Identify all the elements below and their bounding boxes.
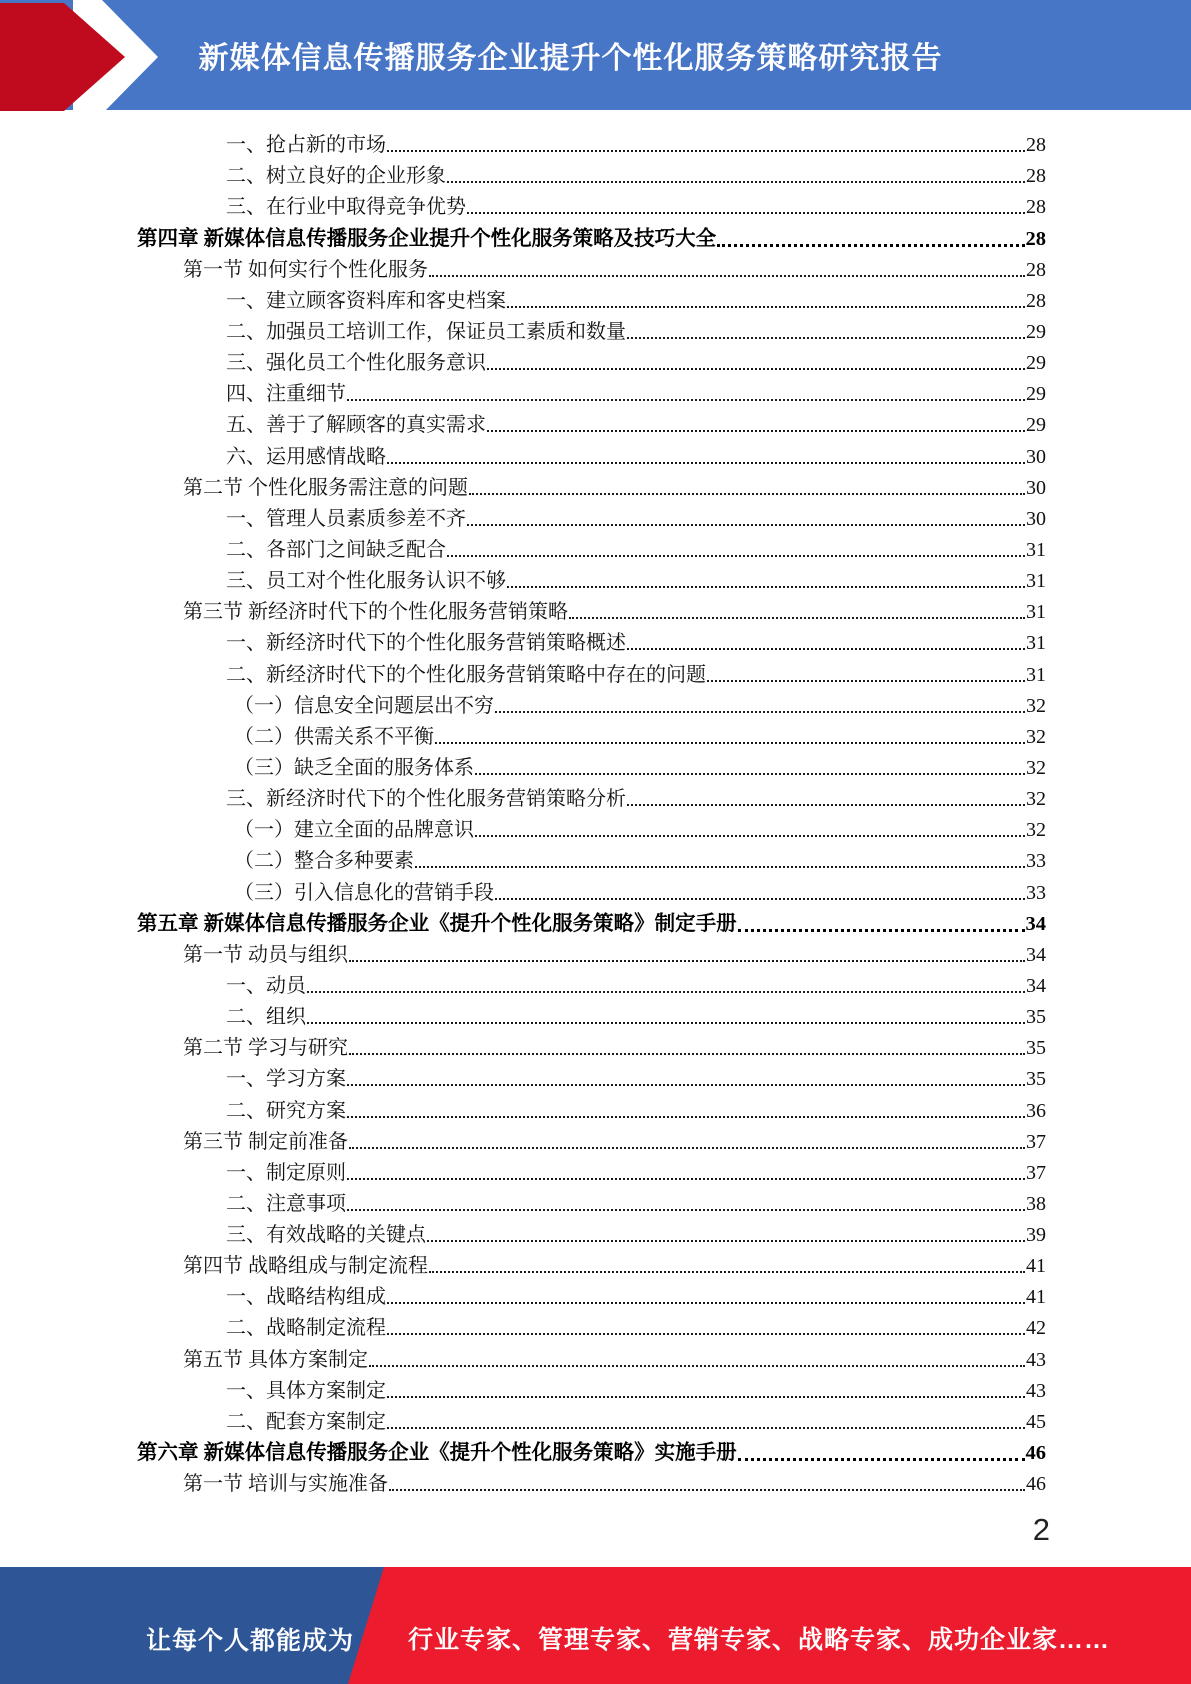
toc-dot-leader (475, 773, 1025, 775)
toc-entry-page-number: 42 (1026, 1317, 1046, 1340)
toc-entry-label: （一）建立全面的品牌意识 (234, 819, 474, 842)
chevron-arrow-icon (0, 0, 170, 114)
toc-dot-leader (429, 1271, 1025, 1273)
toc-entry (137, 1372, 1046, 1403)
toc-entry-label: （三）引入信息化的营销手段 (234, 881, 494, 904)
toc-dot-leader (387, 150, 1025, 152)
toc-entry-page-number: 32 (1026, 694, 1046, 717)
page-number: 2 (1032, 1512, 1050, 1547)
toc-entry-label: 三、在行业中取得竞争优势 (226, 196, 466, 219)
toc-entry-label: 三、有效战略的关键点 (226, 1224, 426, 1247)
toc-entry-label: 一、抢占新的市场 (226, 134, 386, 157)
toc-entry-label: 二、注意事项 (226, 1192, 346, 1215)
toc-entry-page-number: 28 (1026, 258, 1046, 281)
toc-entry-page-number: 34 (1026, 974, 1046, 997)
toc-dot-leader (369, 1365, 1025, 1367)
toc-dot-leader (307, 991, 1025, 993)
toc-entry-page-number: 41 (1026, 1286, 1046, 1309)
toc-dot-leader (495, 711, 1025, 713)
toc-entry (137, 313, 1046, 344)
toc-entry-label: （一）信息安全问题层出不穷 (234, 694, 494, 717)
toc-entry (137, 873, 1046, 904)
toc-entry (137, 1029, 1046, 1060)
toc-dot-leader (447, 181, 1025, 183)
toc-entry (137, 998, 1046, 1029)
toc-dot-leader (467, 524, 1025, 526)
toc-entry-label: 二、组织 (226, 1006, 306, 1029)
toc-dot-leader (347, 1178, 1025, 1180)
toc-entry-page-number: 34 (1026, 943, 1046, 966)
toc-entry-label: 第五章 新媒体信息传播服务企业《提升个性化服务策略》制定手册 (137, 912, 737, 935)
toc-entry-label: 第三节 新经济时代下的个性化服务营销策略 (183, 601, 568, 624)
toc-entry (137, 406, 1046, 437)
toc-entry-page-number: 38 (1026, 1192, 1046, 1215)
toc-entry (137, 469, 1046, 500)
toc-entry-page-number: 30 (1026, 445, 1046, 468)
toc-entry (137, 655, 1046, 686)
toc-dot-leader (507, 586, 1025, 588)
toc-entry-page-number: 32 (1026, 788, 1046, 811)
toc-dot-leader (475, 835, 1025, 837)
toc-dot-leader (387, 1396, 1025, 1398)
toc-dot-leader (349, 1053, 1025, 1055)
toc-dot-leader (487, 430, 1025, 432)
toc-entry-label: 一、新经济时代下的个性化服务营销策略概述 (226, 632, 626, 655)
toc-dot-leader (447, 555, 1025, 557)
toc-entry (137, 905, 1046, 936)
toc-dot-leader (347, 1209, 1025, 1211)
toc-entry-label: 一、学习方案 (226, 1068, 346, 1091)
toc-entry-page-number: 29 (1026, 352, 1046, 375)
toc-entry (137, 1340, 1046, 1371)
toc-entry-page-number: 32 (1026, 725, 1046, 748)
toc-entry-page-number: 30 (1026, 507, 1046, 530)
toc-entry (137, 282, 1046, 313)
toc-entry-label: （三）缺乏全面的服务体系 (234, 756, 474, 779)
toc-entry (137, 1091, 1046, 1122)
toc-entry (137, 780, 1046, 811)
toc-entry-page-number: 31 (1026, 538, 1046, 561)
toc-dot-leader (349, 960, 1025, 962)
toc-entry (137, 624, 1046, 655)
toc-entry (137, 1309, 1046, 1340)
toc-entry-page-number: 28 (1025, 227, 1046, 250)
toc-entry (137, 126, 1046, 157)
toc-entry-label: 六、运用感情战略 (226, 445, 386, 468)
toc-entry (137, 593, 1046, 624)
toc-entry (137, 749, 1046, 780)
toc-dot-leader (627, 804, 1025, 806)
toc-dot-leader (469, 493, 1025, 495)
toc-entry (137, 687, 1046, 718)
toc-entry-label: 四、注重细节 (226, 383, 346, 406)
toc-dot-leader (738, 929, 1025, 932)
toc-entry-page-number: 28 (1026, 165, 1046, 188)
table-of-contents (137, 126, 1046, 1496)
toc-dot-leader (429, 275, 1025, 277)
toc-dot-leader (569, 617, 1025, 619)
toc-entry-page-number: 29 (1026, 383, 1046, 406)
toc-entry-page-number: 35 (1026, 1006, 1046, 1029)
footer-slogan-left: 让每个人都能成为 (146, 1627, 355, 1655)
toc-entry-page-number: 35 (1026, 1037, 1046, 1060)
toc-entry-label: 三、员工对个性化服务认识不够 (226, 570, 506, 593)
toc-entry-page-number: 32 (1026, 819, 1046, 842)
toc-entry-label: 第二节 个性化服务需注意的问题 (183, 476, 468, 499)
toc-entry-label: 二、加强员工培训工作，保证员工素质和数量 (226, 320, 626, 343)
toc-dot-leader (487, 368, 1025, 370)
toc-entry-page-number: 39 (1026, 1224, 1046, 1247)
toc-entry-page-number: 34 (1025, 912, 1046, 935)
toc-entry-page-number: 37 (1026, 1130, 1046, 1153)
header-banner (0, 0, 1191, 110)
toc-entry-label: 一、建立顾客资料库和客史档案 (226, 289, 506, 312)
toc-dot-leader (347, 1084, 1025, 1086)
toc-entry-label: 第一节 动员与组织 (183, 943, 348, 966)
toc-entry-page-number: 35 (1026, 1068, 1046, 1091)
toc-entry-page-number: 45 (1026, 1410, 1046, 1433)
toc-entry-label: 五、善于了解顾客的真实需求 (226, 414, 486, 437)
toc-dot-leader (435, 742, 1025, 744)
toc-entry-page-number: 28 (1026, 289, 1046, 312)
toc-entry (137, 1060, 1046, 1091)
toc-entry-page-number: 28 (1026, 196, 1046, 219)
toc-entry-label: 一、战略结构组成 (226, 1286, 386, 1309)
toc-entry-page-number: 37 (1026, 1161, 1046, 1184)
toc-entry (137, 1403, 1046, 1434)
toc-entry-page-number: 33 (1026, 850, 1046, 873)
toc-entry-label: 二、新经济时代下的个性化服务营销策略中存在的问题 (226, 663, 706, 686)
toc-entry (137, 1185, 1046, 1216)
toc-entry-label: 一、动员 (226, 974, 306, 997)
toc-entry-label: 第五节 具体方案制定 (183, 1348, 368, 1371)
toc-entry (137, 1247, 1046, 1278)
toc-entry (137, 437, 1046, 468)
toc-entry-label: 第四节 战略组成与制定流程 (183, 1255, 428, 1278)
toc-entry-label: 第一节 如何实行个性化服务 (183, 258, 428, 281)
toc-entry-page-number: 46 (1025, 1442, 1046, 1465)
footer-banner (0, 1567, 1191, 1684)
toc-entry-page-number: 29 (1026, 414, 1046, 437)
toc-entry-page-number: 29 (1026, 320, 1046, 343)
toc-entry-label: 第四章 新媒体信息传播服务企业提升个性化服务策略及技巧大全 (137, 227, 717, 250)
toc-dot-leader (495, 898, 1025, 900)
toc-dot-leader (415, 866, 1025, 868)
toc-entry-label: 二、配套方案制定 (226, 1410, 386, 1433)
report-title: 新媒体信息传播服务企业提升个性化服务策略研究报告 (198, 42, 943, 75)
toc-entry (137, 375, 1046, 406)
toc-entry (137, 1123, 1046, 1154)
toc-entry-page-number: 43 (1026, 1379, 1046, 1402)
toc-dot-leader (427, 1240, 1025, 1242)
toc-entry-page-number: 31 (1026, 663, 1046, 686)
toc-dot-leader (387, 462, 1025, 464)
toc-entry (137, 842, 1046, 873)
toc-entry-label: 二、研究方案 (226, 1099, 346, 1122)
toc-entry (137, 562, 1046, 593)
toc-entry-page-number: 36 (1026, 1099, 1046, 1122)
toc-entry (137, 1465, 1046, 1496)
toc-entry (137, 1278, 1046, 1309)
toc-dot-leader (387, 1427, 1025, 1429)
toc-entry-label: 第二节 学习与研究 (183, 1037, 348, 1060)
toc-entry (137, 1154, 1046, 1185)
toc-entry (137, 500, 1046, 531)
toc-entry-page-number: 43 (1026, 1348, 1046, 1371)
toc-entry-page-number: 28 (1026, 134, 1046, 157)
toc-dot-leader (627, 648, 1025, 650)
toc-entry-label: 三、强化员工个性化服务意识 (226, 352, 486, 375)
toc-entry (137, 531, 1046, 562)
toc-entry-label: 三、新经济时代下的个性化服务营销策略分析 (226, 788, 626, 811)
toc-entry-label: 一、具体方案制定 (226, 1379, 386, 1402)
toc-entry-label: 一、制定原则 (226, 1161, 346, 1184)
toc-dot-leader (738, 1458, 1025, 1461)
toc-dot-leader (387, 1333, 1025, 1335)
toc-entry (137, 188, 1046, 219)
toc-entry (137, 251, 1046, 282)
toc-entry-page-number: 30 (1026, 476, 1046, 499)
toc-dot-leader (387, 1302, 1025, 1304)
toc-entry-page-number: 41 (1026, 1255, 1046, 1278)
toc-dot-leader (467, 212, 1025, 214)
toc-entry-page-number: 33 (1026, 881, 1046, 904)
toc-entry-label: 第三节 制定前准备 (183, 1130, 348, 1153)
toc-entry-page-number: 31 (1026, 601, 1046, 624)
toc-entry (137, 936, 1046, 967)
toc-dot-leader (707, 680, 1025, 682)
toc-entry-page-number: 31 (1026, 570, 1046, 593)
toc-entry-page-number: 32 (1026, 756, 1046, 779)
toc-dot-leader (307, 1022, 1025, 1024)
toc-dot-leader (347, 399, 1025, 401)
toc-dot-leader (717, 244, 1024, 247)
toc-dot-leader (389, 1489, 1025, 1491)
toc-dot-leader (507, 306, 1025, 308)
toc-entry-label: 第一节 培训与实施准备 (183, 1473, 388, 1496)
toc-entry (137, 157, 1046, 188)
toc-entry-label: 二、树立良好的企业形象 (226, 165, 446, 188)
toc-dot-leader (349, 1147, 1025, 1149)
toc-entry (137, 219, 1046, 250)
toc-entry (137, 811, 1046, 842)
toc-entry (137, 967, 1046, 998)
toc-entry-label: （二）整合多种要素 (234, 850, 414, 873)
toc-entry-label: 第六章 新媒体信息传播服务企业《提升个性化服务策略》实施手册 (137, 1442, 737, 1465)
toc-entry-label: 一、管理人员素质参差不齐 (226, 507, 466, 530)
toc-entry-page-number: 46 (1026, 1473, 1046, 1496)
toc-entry-page-number: 31 (1026, 632, 1046, 655)
footer-slogan-right: 行业专家、管理专家、营销专家、战略专家、成功企业家…… (408, 1626, 1111, 1654)
toc-entry-label: （二）供需关系不平衡 (234, 725, 434, 748)
toc-entry (137, 1434, 1046, 1465)
toc-entry (137, 718, 1046, 749)
toc-entry-label: 二、战略制定流程 (226, 1317, 386, 1340)
toc-entry (137, 344, 1046, 375)
toc-dot-leader (347, 1116, 1025, 1118)
toc-entry-label: 二、各部门之间缺乏配合 (226, 538, 446, 561)
toc-entry (137, 1216, 1046, 1247)
toc-dot-leader (627, 337, 1025, 339)
